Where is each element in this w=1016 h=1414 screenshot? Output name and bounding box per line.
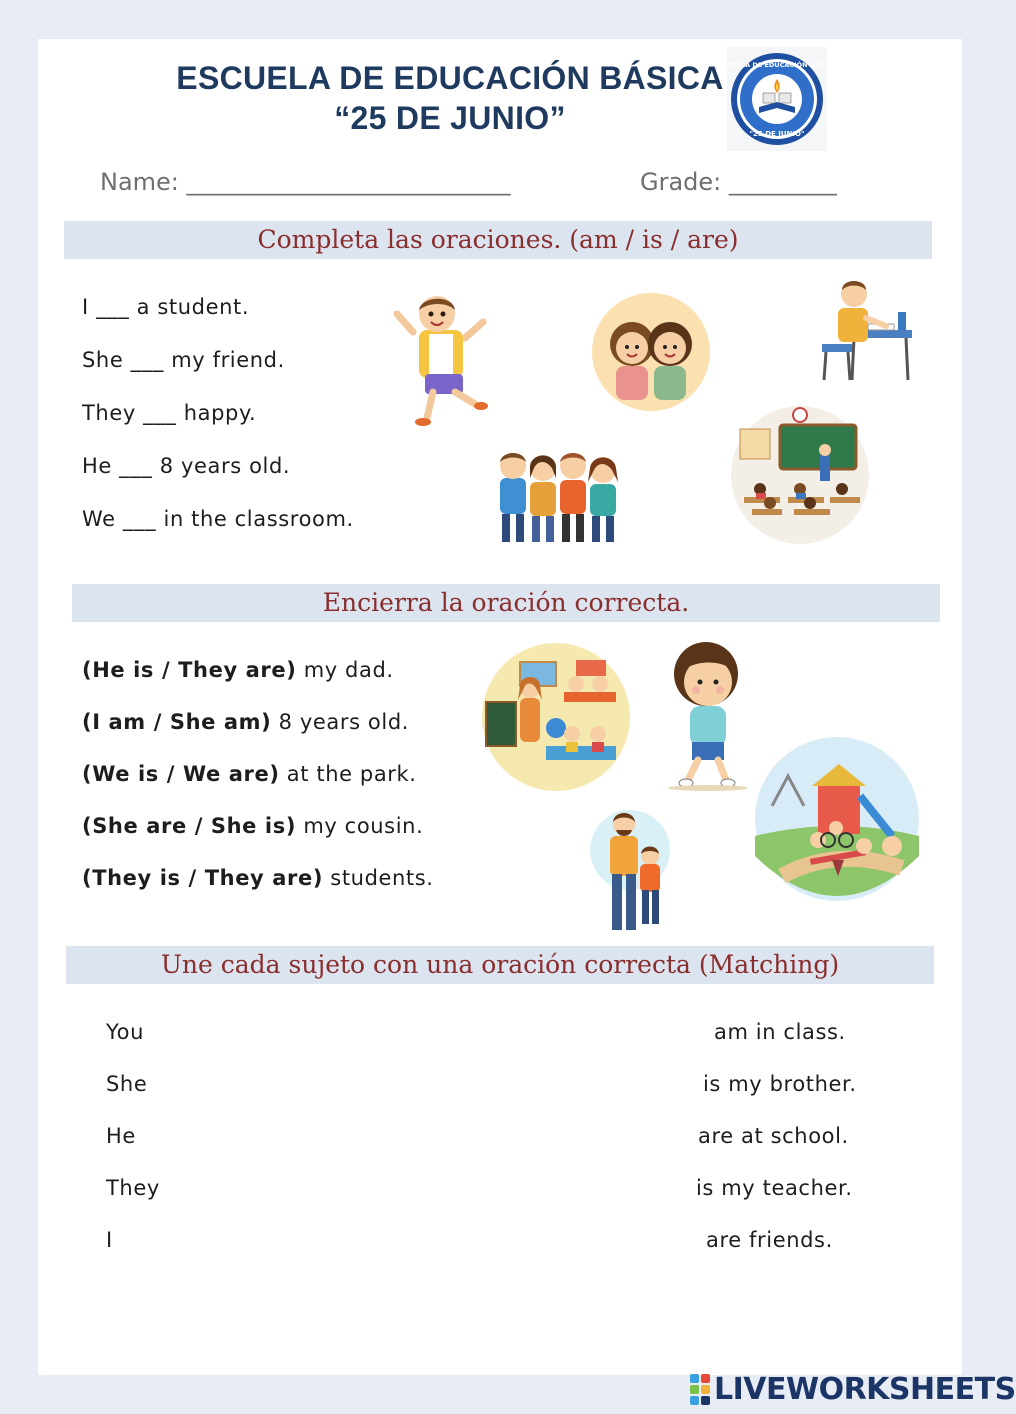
liveworksheets-logo[interactable] [690, 1372, 1016, 1407]
boy-jumping-icon [395, 292, 490, 430]
option-1[interactable]: I am [92, 710, 146, 734]
boy-writing-icon [818, 272, 916, 384]
classroom-icon [730, 405, 870, 545]
option-1[interactable]: They is [92, 866, 181, 890]
section1-title: Completa las oraciones. (am / is / are) [64, 221, 932, 259]
section3-title: Une cada sujeto con una oración correcta (Matching) [66, 946, 934, 984]
s2-item-5[interactable] [82, 866, 434, 890]
grade-field[interactable]: Grade: _________ [640, 168, 837, 196]
match-subject-2[interactable]: She [106, 1072, 148, 1096]
s1-sentence-3[interactable]: They ___ happy. [82, 401, 257, 425]
option-2[interactable]: She am [169, 710, 262, 734]
s1-sentence-2[interactable]: She ___ my friend. [82, 348, 285, 372]
s1-sentence-4[interactable]: He ___ 8 years old. [82, 454, 291, 478]
logo-text-top: ESCUELA DE EDUCACIÓN BÁSICA [717, 61, 837, 69]
school-name-line2: “25 DE JUNIO” [334, 100, 566, 136]
s2-item-2[interactable] [82, 710, 409, 734]
match-ending-5[interactable]: are friends. [706, 1228, 833, 1252]
close-paren: ) [312, 866, 324, 890]
separator: / [186, 814, 211, 838]
option-1[interactable]: We is [92, 762, 159, 786]
option-2[interactable]: She is [210, 814, 286, 838]
school-name [140, 58, 760, 138]
girl-walking-icon [652, 630, 762, 792]
playground-icon [752, 736, 922, 902]
brand-text: LIVEWORKSHEETS [714, 1372, 1016, 1407]
close-paren: ) [285, 814, 297, 838]
match-subject-3[interactable]: He [106, 1124, 136, 1148]
logo-text-bottom: "25 DE JUNIO" [749, 130, 805, 138]
sentence-rest: at the park. [279, 762, 417, 786]
open-paren: ( [82, 710, 93, 734]
match-ending-3[interactable]: are at school. [698, 1124, 849, 1148]
s2-item-1[interactable] [82, 658, 394, 682]
open-paren: ( [82, 866, 93, 890]
group-of-kids-icon [490, 438, 632, 550]
match-subject-1[interactable]: You [106, 1020, 144, 1044]
separator: / [145, 710, 170, 734]
teacher-with-kids-icon [480, 642, 632, 792]
close-paren: ) [261, 710, 272, 734]
s2-item-4[interactable] [82, 814, 423, 838]
sentence-rest: my cousin. [296, 814, 424, 838]
sentence-rest: students. [323, 866, 434, 890]
match-ending-2[interactable]: is my brother. [703, 1072, 857, 1096]
option-1[interactable]: She are [92, 814, 187, 838]
option-2[interactable]: They are [178, 658, 287, 682]
option-1[interactable]: He is [92, 658, 155, 682]
school-name-line1: ESCUELA DE EDUCACIÓN BÁSICA [176, 60, 724, 96]
s1-sentence-5[interactable]: We ___ in the classroom. [82, 507, 354, 531]
sentence-rest: my dad. [296, 658, 394, 682]
option-2[interactable]: We are [182, 762, 270, 786]
school-logo-icon [717, 47, 837, 151]
open-paren: ( [82, 814, 93, 838]
match-subject-5[interactable]: I [106, 1228, 113, 1252]
close-paren: ) [286, 658, 297, 682]
match-ending-1[interactable]: am in class. [714, 1020, 846, 1044]
s2-item-3[interactable] [82, 762, 417, 786]
separator: / [158, 762, 183, 786]
two-girls-icon [590, 292, 712, 412]
open-paren: ( [82, 762, 93, 786]
separator: / [180, 866, 205, 890]
section2-title: Encierra la oración correcta. [72, 584, 940, 622]
s1-sentence-1[interactable]: I ___ a student. [82, 295, 250, 319]
option-2[interactable]: They are [204, 866, 313, 890]
close-paren: ) [269, 762, 280, 786]
sentence-rest: 8 years old. [271, 710, 410, 734]
name-field[interactable]: Name: ___________________________ [100, 168, 511, 196]
open-paren: ( [82, 658, 93, 682]
separator: / [154, 658, 179, 682]
father-and-son-icon [584, 808, 678, 936]
match-subject-4[interactable]: They [106, 1176, 160, 1200]
match-ending-4[interactable]: is my teacher. [696, 1176, 853, 1200]
liveworksheets-mark-icon [690, 1374, 710, 1405]
